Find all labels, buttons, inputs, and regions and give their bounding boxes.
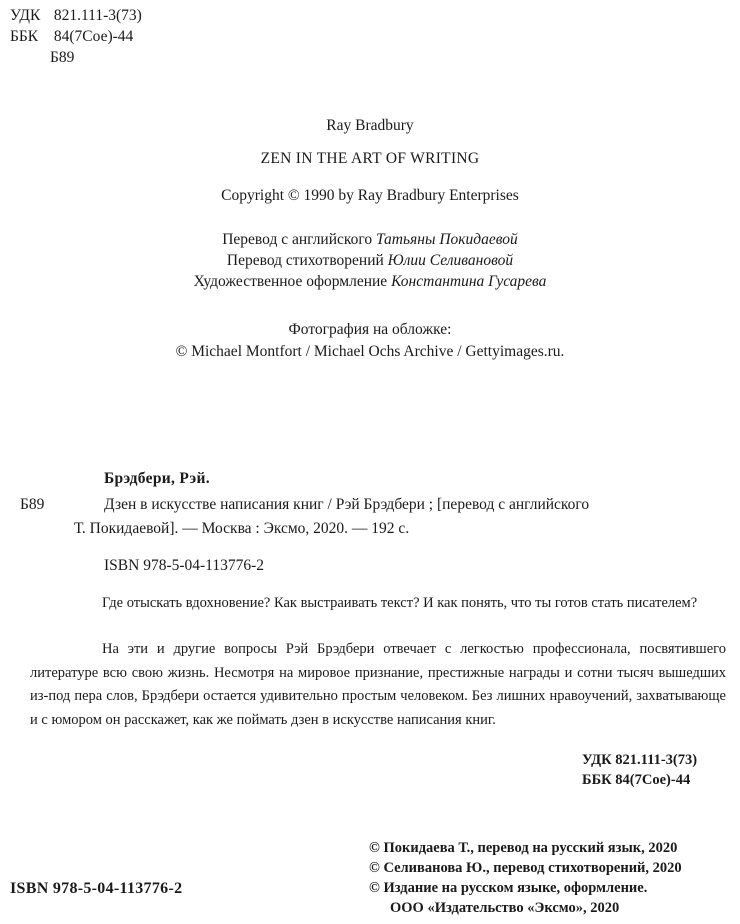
- annotation-paragraph: Где отыскать вдохновение? Как выстраивать текст? И как понять, что ты готов стать писателем?: [102, 595, 698, 611]
- bbk-line: [10, 28, 133, 46]
- credit-role: Художественное оформление: [193, 273, 388, 290]
- photo-source: © Michael Montfort / Michael Ochs Archive / Gettyimages.ru.: [175, 343, 565, 360]
- udk-line: [10, 7, 142, 25]
- credit-poems: [0, 252, 740, 270]
- bbk-right: ББК 84(7Сое)-44: [582, 772, 691, 788]
- original-author: Ray Bradbury: [326, 117, 414, 134]
- rights-line: © Издание на русском языке, оформление.: [369, 880, 648, 896]
- credit-role: Перевод стихотворений: [226, 252, 384, 269]
- copyright-line: Copyright © 1990 by Ray Bradbury Enterprises: [221, 187, 519, 204]
- bbk-label: ББК: [10, 28, 39, 45]
- udk-label: УДК: [10, 7, 41, 24]
- credit-translation: [0, 231, 740, 249]
- catalog-isbn: ISBN 978-5-04-113776-2: [104, 557, 265, 574]
- credit-role: Перевод с английского: [222, 231, 373, 248]
- rights-line: ООО «Издательство «Эксмо», 2020: [390, 900, 620, 916]
- udk-value: 821.111-3(73): [53, 7, 142, 24]
- catalog-line-1: Дзен в искусстве написания книг / Рэй Брэдбери ; [перевод с английского: [104, 496, 590, 513]
- author-mark: Б89: [50, 49, 75, 66]
- annotation-paragraph: На эти и другие вопросы Рэй Брэдбери отвечает с легкостью профессионала, посвятившего литературе всю свою жизнь. Несмотря на мировое признание, престижные награды и сотни тысяч вышедших из-под пера слов, Брэдбери остается удивительно простым человеком. Без лишних нравоучений, захватывающе и с юмором он расскажет, как же поймать дзен в искусстве написания книг.: [30, 641, 726, 728]
- credit-name: Юлии Селивановой: [387, 252, 514, 269]
- catalog-mark: Б89: [20, 496, 45, 513]
- credit-name: Константина Гусарева: [391, 273, 547, 290]
- original-title: ZEN IN THE ART OF WRITING: [260, 150, 480, 167]
- catalog-line-2: Т. Покидаевой]. — Москва : Эксмо, 2020. — 192 с.: [74, 520, 410, 537]
- rights-line: © Селиванова Ю., перевод стихотворений, 2020: [369, 860, 682, 876]
- photo-label: Фотография на обложке:: [288, 321, 452, 338]
- rights-line: © Покидаева Т., перевод на русский язык, 2020: [369, 840, 678, 856]
- catalog-heading: Брэдбери, Рэй.: [104, 470, 210, 487]
- credit-name: Татьяны Покидаевой: [376, 231, 518, 248]
- credit-design: [0, 273, 740, 291]
- udk-right: УДК 821.111-3(73): [582, 752, 698, 768]
- footer-isbn: ISBN 978-5-04-113776-2: [10, 880, 183, 897]
- bbk-value: 84(7Сое)-44: [53, 28, 134, 45]
